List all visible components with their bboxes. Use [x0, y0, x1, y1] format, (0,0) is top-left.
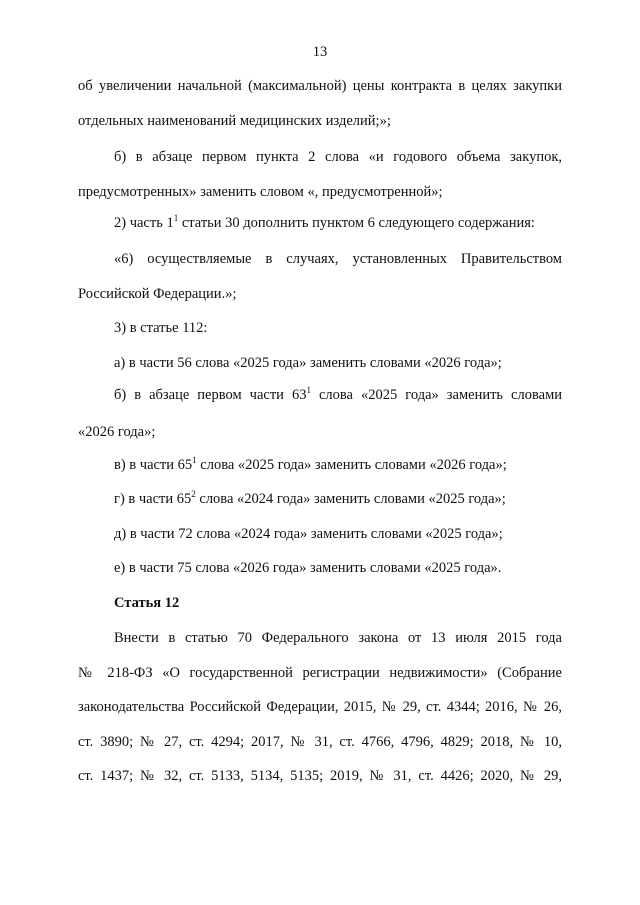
text-line: е) в части 75 слова «2026 года» заменить словами «2025 года».: [114, 560, 502, 576]
text-line: Российской Федерации.»;: [78, 286, 237, 302]
superscript: 1: [306, 385, 311, 395]
text-line: предусмотренных» заменить словом «, предусмотренной»;: [78, 184, 443, 200]
text-line: об увеличении начальной (максимальной) цены контракта в целях закупки: [78, 78, 562, 94]
page-number: 13: [312, 44, 328, 60]
text-line: отдельных наименований медицинских изделий;»;: [78, 113, 391, 129]
superscript: 2: [191, 489, 196, 499]
section-heading: Статья 12: [114, 595, 180, 611]
text-line: а) в части 56 слова «2025 года» заменить словами «2026 года»;: [114, 355, 502, 371]
text-line: в) в части $65^1$ слова «2025 года» заменить словами «2026 года»;: [114, 455, 507, 473]
superscript: 1: [192, 455, 197, 465]
text-line: б) в абзаце первом пункта 2 слова «и годового объема закупок,: [114, 149, 562, 165]
text-line: д) в части 72 слова «2024 года» заменить словами «2025 года»;: [114, 526, 503, 542]
text-line: законодательства Российской Федерации, 2015, № 29, ст. 4344; 2016, № 26,: [78, 699, 562, 715]
text-line: г) в части $65^2$ слова «2024 года» заменить словами «2025 года»;: [114, 489, 506, 507]
superscript: 1: [173, 213, 179, 223]
text-line: ст. 1437; № 32, ст. 5133, 5134, 5135; 2019, № 31, ст. 4426; 2020, № 29,: [78, 768, 562, 784]
text-line: ст. 3890; № 27, ст. 4294; 2017, № 31, ст. 4766, 4796, 4829; 2018, № 10,: [78, 734, 562, 750]
text-line: 2) часть $1^1$ статьи 30 дополнить пунктом 6 следующего содержания:: [114, 213, 535, 231]
text-line: 3) в статье 112:: [114, 320, 208, 336]
text-line: «6) осуществляемые в случаях, установленных Правительством: [114, 251, 562, 267]
text-line: б) в абзаце первом части $63^1$ слова «2025 года» заменить словами: [114, 385, 563, 403]
text-line: № 218-ФЗ «О государственной регистрации недвижимости» (Собрание: [78, 665, 562, 681]
text-line: Внести в статью 70 Федерального закона от 13 июля 2015 года: [114, 630, 562, 646]
text-line: «2026 года»;: [78, 424, 156, 440]
